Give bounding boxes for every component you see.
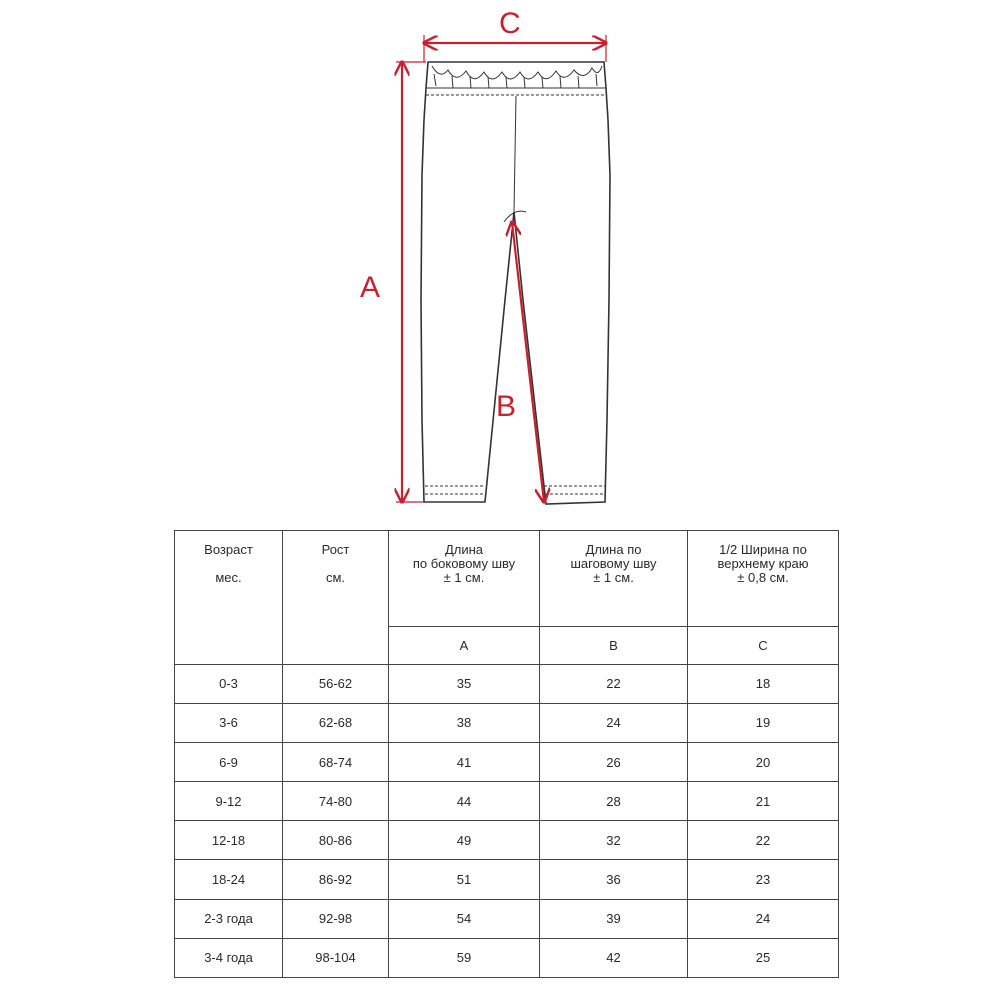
cell-height: 86-92 — [283, 860, 389, 899]
table-header-row — [175, 531, 839, 627]
table-row — [175, 860, 839, 899]
header-letter-c: C — [688, 627, 839, 664]
cell-c: 21 — [688, 782, 839, 821]
cell-a: 44 — [389, 782, 540, 821]
cell-age: 9-12 — [175, 782, 283, 821]
cell-height: 62-68 — [283, 703, 389, 742]
cell-c: 25 — [688, 938, 839, 977]
cell-age: 0-3 — [175, 664, 283, 703]
cell-a: 41 — [389, 742, 540, 781]
cell-a: 59 — [389, 938, 540, 977]
header-side-length: Длина по боковому шву ± 1 см. — [389, 531, 540, 627]
dimension-a-label: A — [360, 271, 381, 304]
dimension-b-label: B — [496, 390, 517, 423]
cell-height: 98-104 — [283, 938, 389, 977]
header-letter-a: A — [389, 627, 540, 664]
cell-b: 39 — [540, 899, 688, 938]
table-row — [175, 664, 839, 703]
header-letter-b: B — [540, 627, 688, 664]
cell-c: 24 — [688, 899, 839, 938]
cell-age: 18-24 — [175, 860, 283, 899]
header-height: Рост см. — [283, 531, 389, 665]
cell-age: 2-3 года — [175, 899, 283, 938]
cell-c: 22 — [688, 821, 839, 860]
cell-height: 92-98 — [283, 899, 389, 938]
table-row — [175, 899, 839, 938]
table-row — [175, 938, 839, 977]
cell-b: 42 — [540, 938, 688, 977]
cell-age: 6-9 — [175, 742, 283, 781]
cell-c: 18 — [688, 664, 839, 703]
cell-a: 38 — [389, 703, 540, 742]
header-inseam: Длина по шаговому шву ± 1 см. — [540, 531, 688, 627]
header-age: Возраст мес. — [175, 531, 283, 665]
cell-b: 32 — [540, 821, 688, 860]
cell-b: 26 — [540, 742, 688, 781]
cell-c: 19 — [688, 703, 839, 742]
cell-c: 23 — [688, 860, 839, 899]
cell-height: 56-62 — [283, 664, 389, 703]
cell-age: 3-4 года — [175, 938, 283, 977]
table-row — [175, 742, 839, 781]
table-row — [175, 821, 839, 860]
size-chart-table — [174, 530, 839, 978]
header-waist-width: 1/2 Ширина по верхнему краю ± 0,8 см. — [688, 531, 839, 627]
dimension-c-label: C — [499, 7, 521, 40]
table-row — [175, 703, 839, 742]
cell-c: 20 — [688, 742, 839, 781]
cell-age: 12-18 — [175, 821, 283, 860]
cell-height: 80-86 — [283, 821, 389, 860]
cell-a: 35 — [389, 664, 540, 703]
cell-b: 24 — [540, 703, 688, 742]
cell-age: 3-6 — [175, 703, 283, 742]
cell-a: 51 — [389, 860, 540, 899]
table-row — [175, 782, 839, 821]
cell-a: 49 — [389, 821, 540, 860]
cell-b: 22 — [540, 664, 688, 703]
cell-b: 28 — [540, 782, 688, 821]
cell-b: 36 — [540, 860, 688, 899]
cell-height: 74-80 — [283, 782, 389, 821]
cell-height: 68-74 — [283, 742, 389, 781]
cell-a: 54 — [389, 899, 540, 938]
